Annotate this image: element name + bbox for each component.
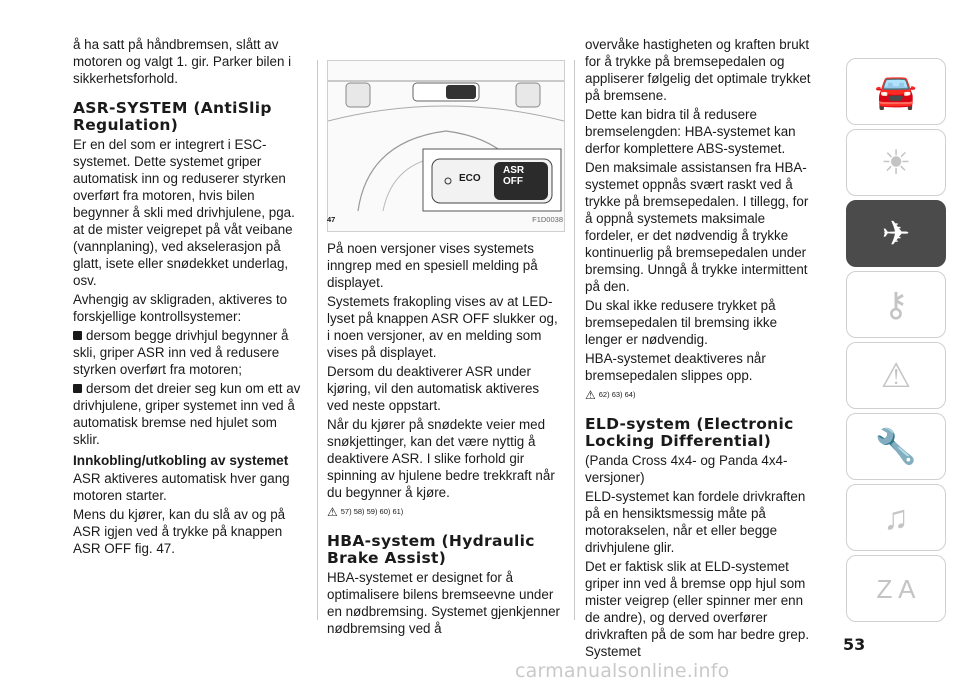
column-right [585,36,817,662]
column-middle [327,240,563,639]
key-steering-icon: ⚷ [883,285,909,324]
bullet-icon [73,331,82,340]
chapter-tab-starting[interactable] [846,271,946,338]
eco-button-label: ECO [459,173,481,184]
bullet-icon [73,384,82,393]
asr-heading: ASR-SYSTEM (AntiSlip Regulation) [73,99,272,134]
paragraph: Dette kan bidra til å redusere bremselengden: HBA-systemet kan derfor komplettere ABS-systemet. [585,107,796,156]
asr-paragraph-1: Er en del som er integrert i ESC-systemet. Dette systemet griper automatisk inn og reduserer styrken overført fra motoren, hvis bilen begynner å skli med drivhjulene, pga. at de mister veigrepet på våt veibane (vannplaning), ved akselerasjon på glatt, isete eller snødekket underlag, osv. [73,137,295,288]
column-left [73,36,305,559]
paragraph: Du skal ikke redusere trykket på bremsepedalen til bremsing ikke lenger er nødvendig. [585,298,778,347]
figure-code: F1D0038 [532,215,563,224]
paragraph: (Panda Cross 4x4- og Panda 4x4-versjoner) [585,453,788,485]
figure-number: 47 [327,215,336,224]
subsection-paragraph-2: Mens du kjører, kan du slå av og på ASR igjen ved å trykke på knappen ASR OFF fig. 47. [73,507,286,556]
warning-triangle-icon: ⚠ [585,387,596,402]
dashboard-illustration [328,61,564,213]
eld-heading: ELD-system (Electronic Locking Differential) [585,415,794,450]
paragraph: HBA-systemet deaktiveres når bremsepedalen slippes opp. [585,351,766,383]
asr-off-button-label: ASR OFF [503,165,525,187]
chapter-tab-index[interactable] [846,555,946,622]
chapter-tab-emergency[interactable] [846,342,946,409]
car-dashboard-icon: 🚘 [874,72,918,111]
chapter-tab-dashboard[interactable] [846,58,946,125]
column-divider [574,60,575,620]
chapter-sidebar [846,58,946,626]
subsection-paragraph-1: ASR aktiveres automatisk hver gang motoren starter. [73,471,290,503]
bullet-item-2: dersom det dreier seg kun om ett av drivhjulene, griper systemet inn ved å automatisk bremse ned hjulet som sklir. [73,381,301,447]
figure-caption [327,215,563,224]
bullet-item-1: dersom begge drivhjul begynner å skli, griper ASR inn ved å redusere styrken overført fra motoren; [73,328,289,377]
paragraph: Det er faktisk slik at ELD-systemet griper inn ved å bremse opp hjul som mister veigrep (eller spinner mer enn de andre), og derved overfører drivkraften på de som har bedre grep. Systemet [585,559,810,659]
asr-paragraph-2: Avhengig av skligraden, aktiveres to forskjellige kontrollsystemer: [73,292,288,324]
paragraph: Når du kjører på snødekte veier med snøkjettinger, kan det være nyttig å deaktivere ASR. I slike forhold gir spinning av hjulene bedre trekkraft når du begynner å kjøre. [327,417,555,500]
index-icon: Z A [876,573,916,604]
paragraph: På noen versjoner vises systemets inngrep med en spesiell melding på displayet. [327,241,538,290]
chapter-tab-maintenance[interactable] [846,413,946,480]
seat-airbag-icon: ✈ [881,214,911,253]
paragraph: Dersom du deaktiverer ASR under kjøring, vil den automatisk aktiveres ved neste oppstart. [327,364,540,413]
paragraph: overvåke hastigheten og kraften brukt for å trykke på bremsepedalen og appliserer følgelig det optimale trykket på bremsene. [585,37,811,103]
watermark: carmanualsonline.info [515,660,730,682]
warning-references: ⚠ 57) 58) 59) 60) 61) [327,504,404,519]
chapter-tab-lights[interactable] [846,129,946,196]
paragraph: Systemets frakopling vises av at LED-lyset på knappen ASR OFF slukker og, i noen versjoner, av en melding som vises på displayet. [327,294,558,360]
paragraph: Den maksimale assistansen fra HBA-systemet oppnås svært raskt ved å trykke på bremsepedalen. I tillegg, for å oppnå systemets maksimale fordeler, er det nødvendig å trykke kontinuerlig på bremsepedalen under bremsing. Unngå å trykke intermittent på den. [585,160,809,294]
figure-asr-button [327,60,565,232]
paragraph: HBA-systemet er designet for å optimalisere bilens bremseevne under en nødbremsing. Systemet gjenkjenner nødbremsing ved å [327,570,560,636]
page-number: 53 [843,635,866,654]
hba-heading: HBA-system (Hydraulic Brake Assist) [327,532,535,567]
intro-paragraph: å ha satt på håndbremsen, slått av motoren og valgt 1. gir. Parker bilen i sikkerhetsforhold. [73,37,292,86]
car-wrench-icon: 🔧 [874,427,918,466]
media-icon: ♫ [883,498,909,537]
paragraph: ELD-systemet kan fordele drivkraften på en hensiktsmessig måte på motorakselen, når et eller begge drivhjulene glir. [585,489,806,555]
warning-triangle-icon: ⚠ [880,356,912,395]
column-divider [317,60,318,620]
warning-references: ⚠ 62) 63) 64) [585,387,636,402]
warning-triangle-icon: ⚠ [327,504,338,519]
chapter-tab-safety[interactable] [846,200,946,267]
subsection-heading: Innkobling/utkobling av systemet [73,453,289,468]
chapter-tab-multimedia[interactable] [846,484,946,551]
lights-mail-icon: ☀ [880,143,912,182]
